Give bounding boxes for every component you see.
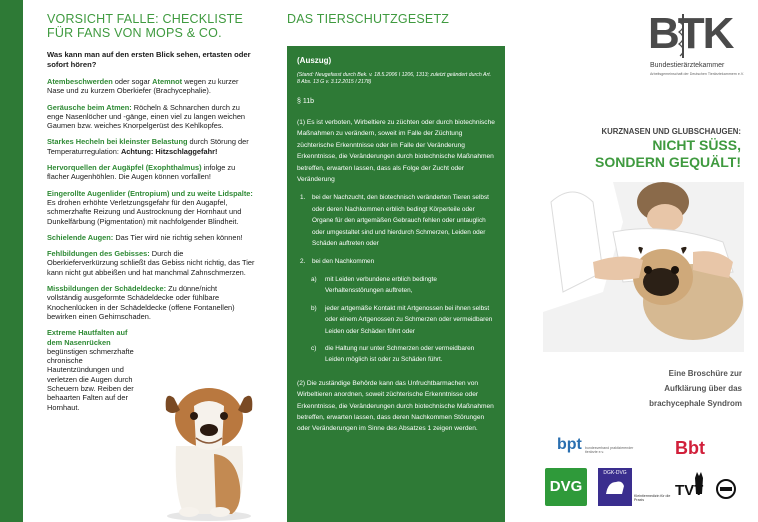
dgk-subtitle: Kleintiermedizin für die Praxis (634, 494, 671, 502)
law-point-1: 1. bei der Nachzucht, den biotechnisch veränderten Tieren selbst oder deren Nachkommen erblich bedingt Körperteile oder Organe für den artgemäßen Gebrauch fehlen oder untauglich oder umgestaltet sind und hierdurch Schmerzen, Leiden oder Schäden auftreten oder (300, 194, 489, 248)
law-subpoint-b: b) jeder artgemäße Kontakt mit Artgenossen bei ihnen selbst oder einem Artgenossen zu Schmerzen oder vermeidbaren Leiden oder Schäden führt oder (311, 304, 493, 335)
law-paragraph-1: (1) Es ist verboten, Wirbeltiere zu züchten oder durch biotechnische Maßnahmen zu verändern, soweit im Falle der Züchtung züchterische Erkenntnisse oder im Falle der Veränderung Erkenntnisse, die Veränderungen durch biotechnische Maßnahmen betreffen, erwarten lassen, dass als Folge der Zucht oder Veränderung (297, 119, 495, 184)
list-item: Atembeschwerden oder sogar Atemnot wegen zu kurzer Nase und zu kurzem Oberkiefer (Brachycephalie). (47, 77, 239, 96)
law-paragraph-2: (2) Die zuständige Behörde kann das Unfruchtbarmachen von Wirbeltieren anordnen, soweit züchterische Erkenntnisse oder Erkenntnisse, die Veränderungen durch biotechnische Maßnahmen betreffen, erwarten lassen, dass deren Nachkommen Störungen oder Veränderungen im Sinne des Absatzes 1 zeigen werden. (297, 379, 494, 433)
round-emblem-icon (715, 478, 737, 500)
green-edge-bar (0, 0, 23, 522)
paragraph-number: § 11b (297, 98, 314, 105)
list-item: Schielende Augen: Das Tier wird nie richtig sehen können! (47, 232, 243, 242)
intro-text: Was kann man auf den ersten Blick sehen, ertasten oder sofort hören? (47, 50, 251, 69)
logo-subtitle: Bundestierärztekammer (650, 62, 725, 69)
checklist-column (47, 12, 255, 412)
law-heading: DAS TIERSCHUTZGESETZ (287, 12, 450, 26)
list-item: Extreme Hautfalten auf dem Nasenrücken begünstigen schmerzhafte chronische Hautentzündungen und verletzen die Augen durch Scheuern bzw. Reiben der behaarten Falten auf der Hornhaut. (47, 328, 134, 412)
title-kicker: KURZNASEN UND GLUBSCHAUGEN: (601, 127, 741, 136)
brochure-subtitle: Eine Broschüre zur Aufklärung über das brachycephale Syndrom (649, 369, 742, 408)
law-excerpt-box (287, 46, 505, 522)
btk-logo: BTK Bundestierärztekammer Arbeitsgemeinschaft der Deutschen Tierärztekammern e.V. (648, 9, 744, 76)
vet-pug-photo (543, 182, 744, 352)
auszug-label: (Auszug) (297, 56, 332, 65)
logo-tagline: Arbeitsgemeinschaft der Deutschen Tierärztekammern e.V. (650, 72, 744, 76)
list-item: Hervorquellen der Augäpfel (Exophthalmus) infolge zu flacher Augenhöhlen. Die Augen können vorfallen! (47, 163, 236, 182)
list-item: Starkes Hecheln bei kleinster Belastung durch Störung der Temperaturregulation: Achtung: Hitzschlaggefahr! (47, 137, 249, 156)
list-item: Geräusche beim Atmen: Röcheln & Schnarchen durch zu enge Nasenlöcher und -gänge, einen viel zu langen weichen Gaumen bzw. weiches Knorpelgerüst des Kehlkopfes. (47, 102, 246, 131)
bpt-logo: bpt (557, 436, 582, 453)
checklist-heading (47, 12, 255, 40)
stand-note: (Stand: Neugefasst durch Bek. v. 18.5.2006 I 1206, 1313; zuletzt geändert durch Art. 8 Abs. 13 G v. 3.12.2015 I 2178) (297, 72, 492, 85)
list-item: Eingerollte Augenlider (Entropium) und zu weite Lidspalte: Es drohen erhöhte Verletzungsgefahr für den Augapfel, schmerzhafte Reizung und Austrocknung der Hornhaut und Dunkelfärbung (Pigmentation) mit nachfolgender Blindheit. (47, 188, 253, 226)
dog-silhouette-icon (598, 476, 632, 498)
law-point-2: 2. bei den Nachkommen (300, 258, 375, 266)
law-subpoint-c: c) die Haltung nur unter Schmerzen oder vermeidbaren Leiden möglich ist oder zu Schäden führt. (311, 344, 475, 364)
bulldog-puppy-image (154, 376, 264, 522)
law-subpoint-a: a) mit Leiden verbundene erblich bedingte Verhaltensstörungen auftreten, (311, 275, 437, 295)
heading-line1: VORSICHT FALLE: CHECKLISTE (47, 12, 243, 26)
list-item: Missbildungen der Schädeldecke: Zu dünne/nicht vollständig ausgeformte Schädeldecke oder fühlbare Knochenlücken in der Schädeldecke (offene Fontanellen) bewirken einen Gehirnschaden. (47, 284, 235, 321)
heading-line2: FÜR FANS VON MOPS & CO. (47, 26, 222, 40)
partner-logos (543, 428, 753, 522)
law-column-header (287, 12, 505, 26)
bbt-logo: Bbt (675, 438, 705, 458)
caduceus-icon (676, 12, 690, 60)
main-title: NICHT SÜSS, SONDERN GEQUÄLT! (595, 137, 741, 170)
list-item: Fehlbildungen des Gebisses: Durch die Oberkieferverkürzung schließt das Gebiss nicht richtig, das Tier kann nicht gut abbeißen und hat manchmal Zahnschmerzen. (47, 249, 255, 277)
dvg-logo: DVG (545, 468, 587, 506)
tvt-logo: TVT (675, 482, 704, 499)
dgk-logo: DGK-DVG (598, 468, 632, 506)
bpt-subtitle: bundesverband praktizierender tierärzte e.v. (585, 446, 634, 454)
